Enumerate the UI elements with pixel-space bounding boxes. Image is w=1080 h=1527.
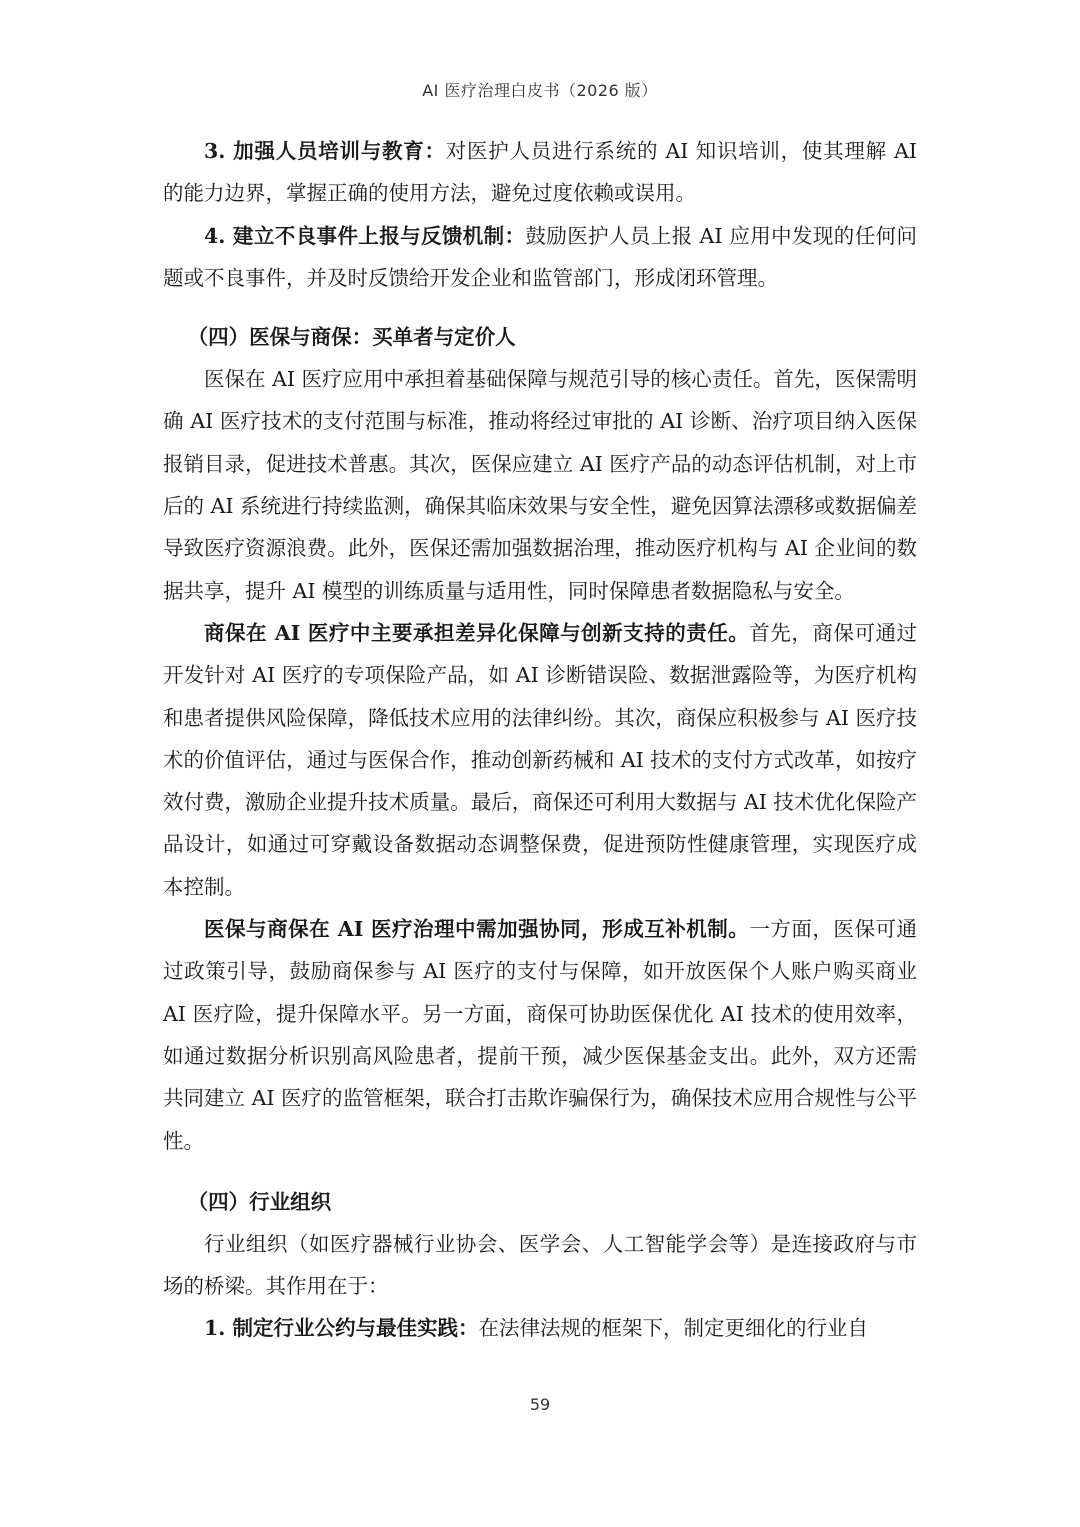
page-body <box>163 130 917 1350</box>
list-item-text: 在法律法规的框架下，制定更细化的行业自 <box>478 1316 869 1341</box>
paragraph-medical-insurance: 医保在 AI 医疗应用中承担着基础保障与规范引导的核心责任。首先，医保需明确 AI 医疗技术的支付范围与标准，推动将经过审批的 AI 诊断、治疗项目纳入医保报销目录，促进技术普惠。其次，医保应建立 AI 医疗产品的动态评估机制，对上市后的 AI 系统进行持续监测，确保其临床效果与安全性，避免因算法漂移或数据偏差导致医疗资源浪费。此外，医保还需加强数据治理，推动医疗机构与 AI 企业间的数据共享，提升 AI 模型的训练质量与适用性，同时保障患者数据隐私与安全。 <box>163 367 917 603</box>
list-item-industry-conventions <box>163 1307 917 1349</box>
paragraph-text: 首先，商保可通过开发针对 AI 医疗的专项保险产品，如 AI 诊断错误险、数据泄露险等，为医疗机构和患者提供风险保障，降低技术应用的法律纠纷。其次，商保应积极参与 AI 医疗技术的价值评估，通过与医保合作，推动创新药械和 AI 技术的支付方式改革，如按疗效付费，激励企业提升技术质量。最后，商保还可利用大数据与 AI 技术优化保险产品设计，如通过可穿戴设备数据动态调整保费，促进预防性健康管理，实现医疗成本控制。 <box>163 620 917 899</box>
paragraph-industry-orgs: 行业组织（如医疗器械行业协会、医学会、人工智能学会等）是连接政府与市场的桥梁。其作用在于： <box>163 1231 917 1299</box>
paragraph-text: 一方面，医保可通过政策引导，鼓励商保参与 AI 医疗的支付与保障，如开放医保个人账户购买商业 AI 医疗险，提升保障水平。另一方面，商保可协助医保优化 AI 技术的使用效率，如通过数据分析识别高风险患者，提前干预，减少医保基金支出。此外，双方还需共同建立 AI 医疗的监管框架，联合打击欺诈骗保行为，确保技术应用合规性与公平性。 <box>163 917 917 1153</box>
list-item-lead: 4. 建立不良事件上报与反馈机制： <box>204 223 526 248</box>
section-heading-insurance: （四）医保与商保：买单者与定价人 <box>187 325 516 350</box>
list-item-lead: 3. 加强人员培训与教育： <box>204 139 446 163</box>
running-header: AI 医疗治理白皮书（2026 版） <box>422 81 658 100</box>
section-heading-industry-orgs: （四）行业组织 <box>187 1189 332 1214</box>
list-item-text: 鼓励医护人员上报 AI 应用中发现的任何问题或不良事件，并及时反馈给开发企业和监管部门，形成闭环管理。 <box>163 223 917 290</box>
paragraph-lead: 医保与商保在 AI 医疗治理中需加强协同，形成互补机制。 <box>204 917 750 942</box>
list-item-lead: 1. 制定行业公约与最佳实践： <box>204 1316 479 1341</box>
list-item-text: 对医护人员进行系统的 AI 知识培训，使其理解 AI 的能力边界，掌握正确的使用方法，避免过度依赖或误用。 <box>163 139 917 206</box>
paragraph-coordination <box>163 908 917 1162</box>
page-number: 59 <box>529 1395 551 1414</box>
paragraph-commercial-insurance <box>163 612 917 908</box>
list-item-training <box>163 130 917 215</box>
paragraph-lead: 商保在 AI 医疗中主要承担差异化保障与创新支持的责任。 <box>204 620 750 645</box>
list-item-adverse-events <box>163 215 917 300</box>
